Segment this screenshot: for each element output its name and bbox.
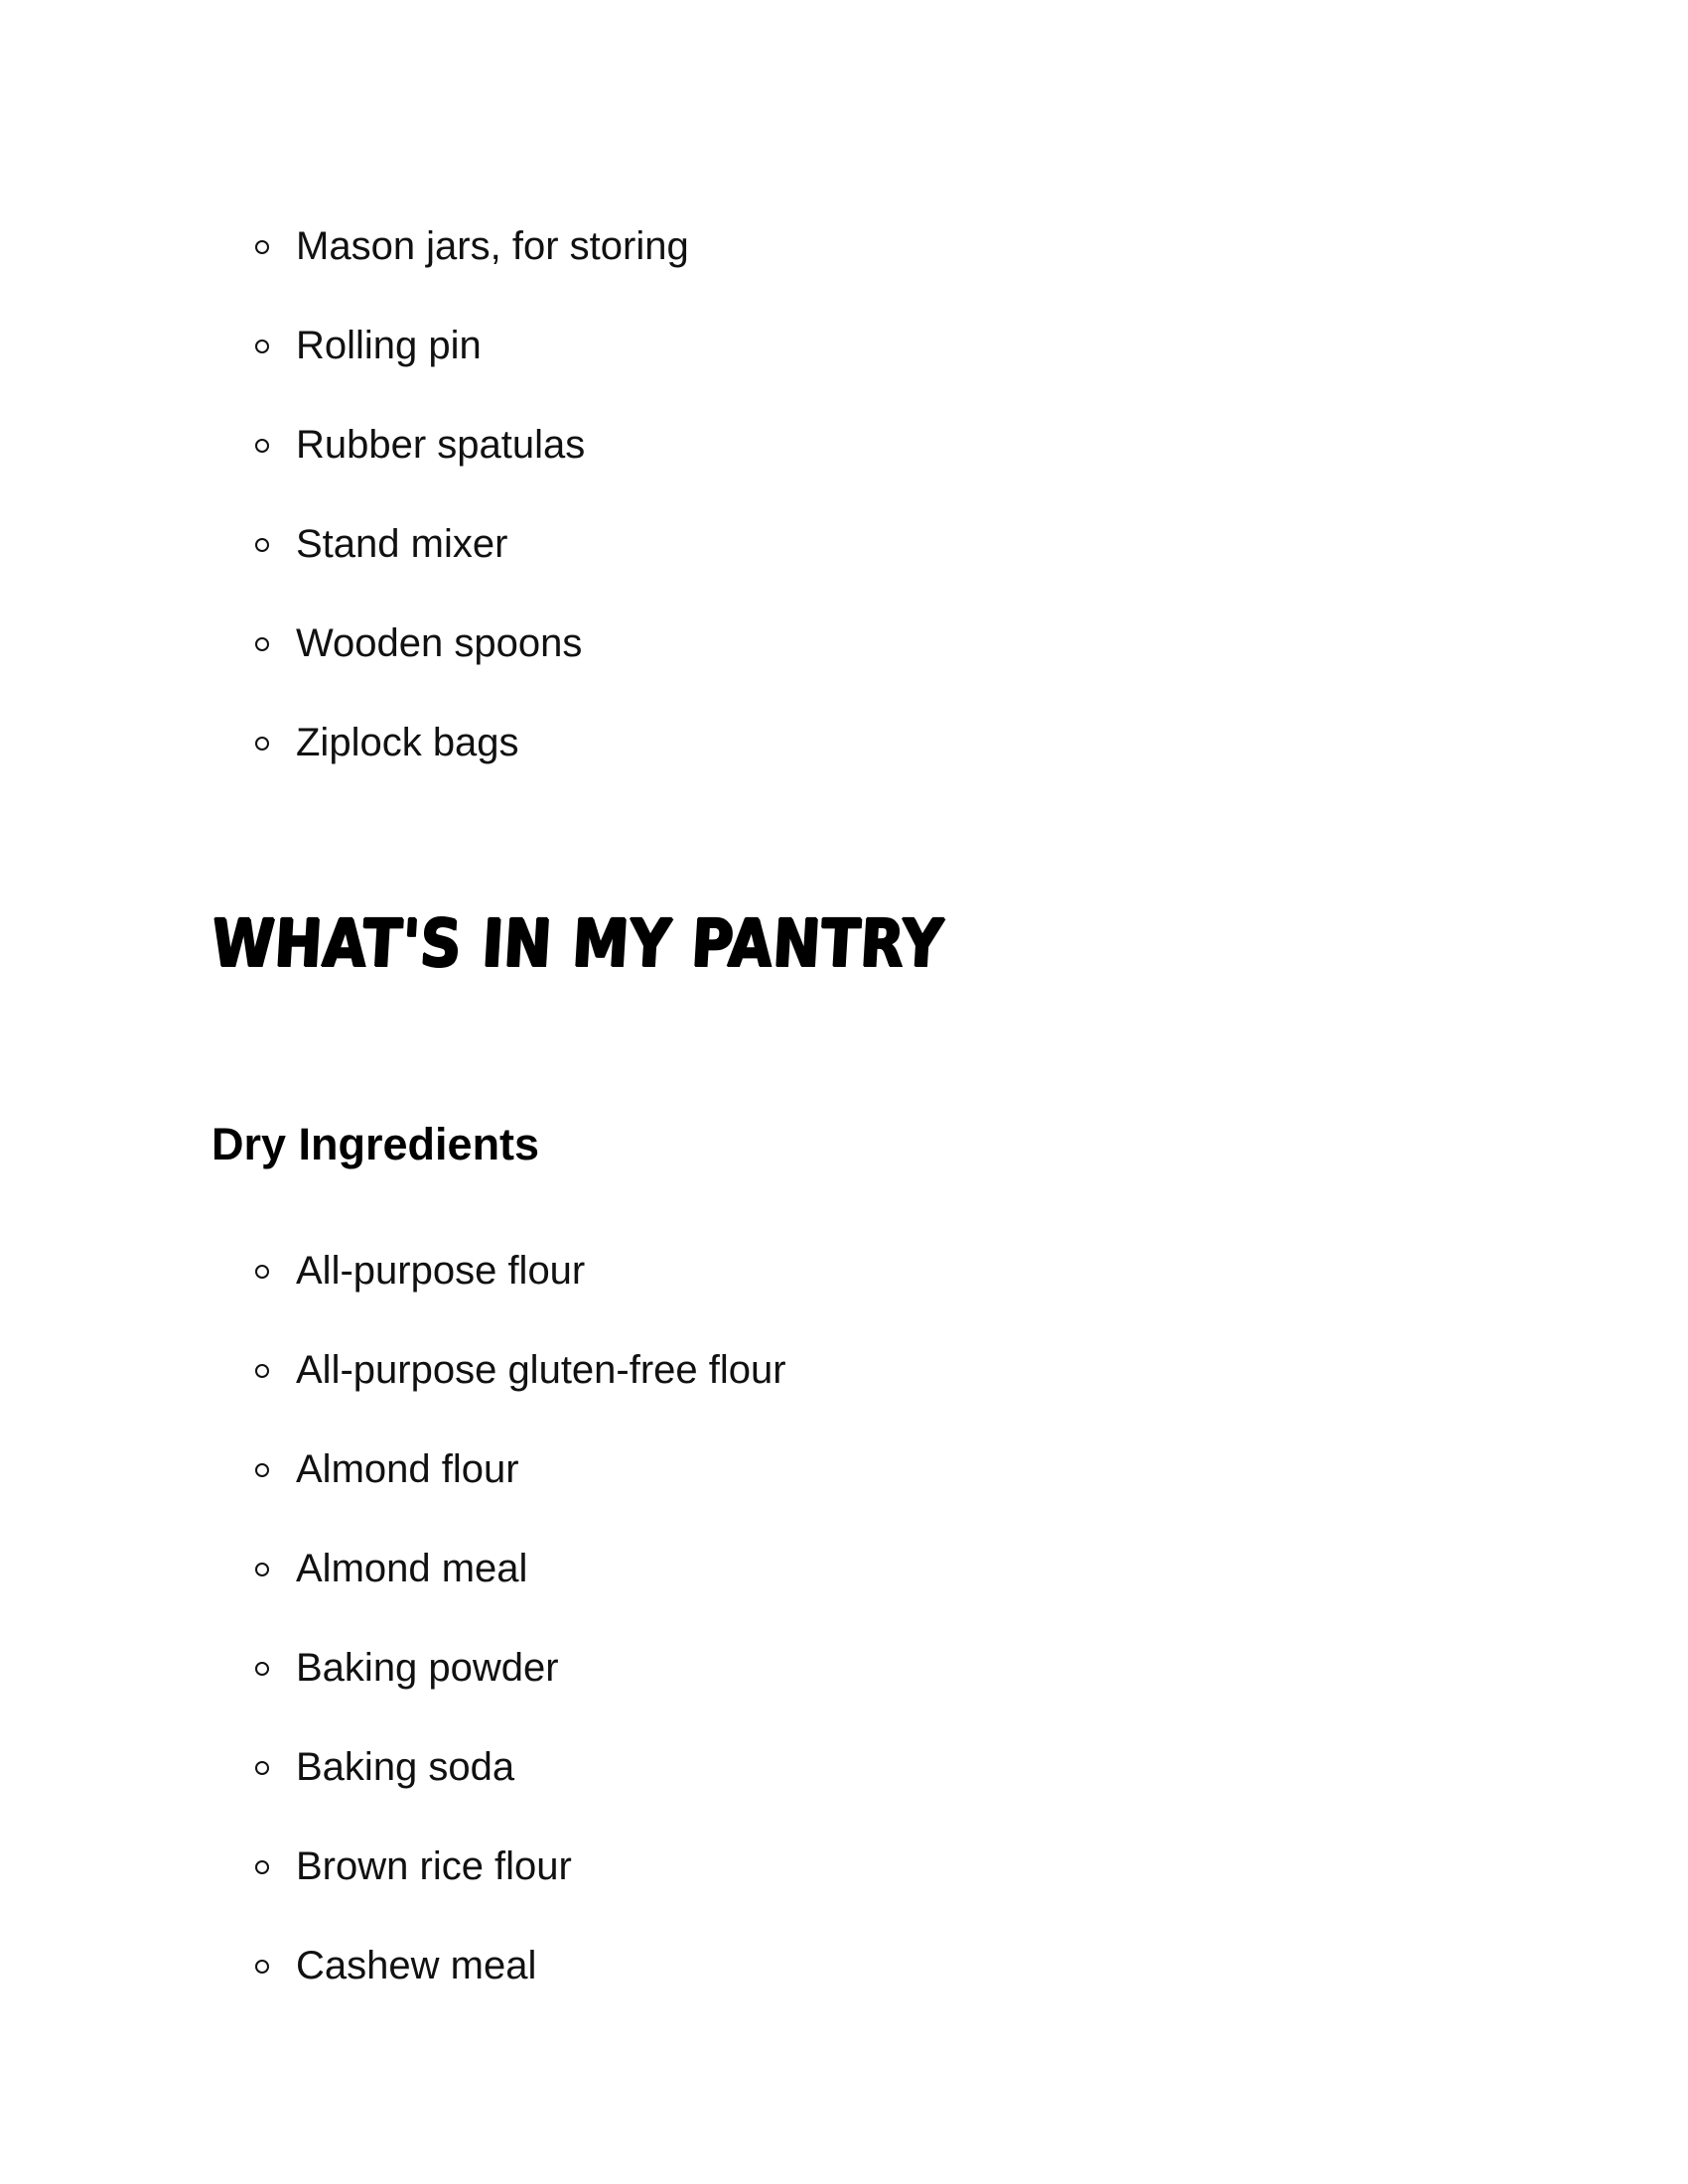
list-item [255, 1221, 786, 1320]
pantry-section-title: WHAT'S IN MY PANTRY [209, 905, 946, 982]
list-item-label: Rolling pin [296, 324, 482, 367]
hollow-circle-bullet-icon [255, 340, 269, 353]
hollow-circle-bullet-icon [255, 1364, 269, 1378]
hollow-circle-bullet-icon [255, 240, 269, 254]
hollow-circle-bullet-icon [255, 1761, 269, 1775]
equipment-list [255, 197, 689, 792]
hollow-circle-bullet-icon [255, 1960, 269, 1974]
dry-ingredients-heading: Dry Ingredients [211, 1119, 540, 1169]
hollow-circle-bullet-icon [255, 637, 269, 651]
list-item [255, 197, 689, 296]
list-item-label: Wooden spoons [296, 621, 583, 665]
hollow-circle-bullet-icon [255, 737, 269, 751]
hollow-circle-bullet-icon [255, 1563, 269, 1576]
list-item [255, 693, 689, 792]
list-item-label: Baking powder [296, 1646, 559, 1690]
list-item [255, 1420, 786, 1519]
list-item [255, 1519, 786, 1618]
list-item [255, 395, 689, 494]
list-item-label: Mason jars, for storing [296, 224, 689, 268]
hollow-circle-bullet-icon [255, 439, 269, 453]
hollow-circle-bullet-icon [255, 1265, 269, 1279]
list-item-label: All-purpose gluten-free flour [296, 1348, 786, 1392]
list-item [255, 1320, 786, 1420]
list-item-label: Baking soda [296, 1745, 515, 1789]
list-item-label: Stand mixer [296, 522, 508, 566]
list-item [255, 594, 689, 693]
list-item [255, 494, 689, 594]
list-item-label: Ziplock bags [296, 721, 519, 764]
list-item [255, 1916, 786, 2015]
list-item-label: All-purpose flour [296, 1249, 586, 1293]
list-item-label: Almond flour [296, 1447, 519, 1491]
list-item [255, 1717, 786, 1817]
hollow-circle-bullet-icon [255, 1463, 269, 1477]
hollow-circle-bullet-icon [255, 1662, 269, 1676]
list-item-label: Brown rice flour [296, 1844, 572, 1888]
list-item [255, 1618, 786, 1717]
list-item [255, 1817, 786, 1916]
list-item-label: Cashew meal [296, 1944, 537, 1987]
list-item-label: Rubber spatulas [296, 423, 586, 467]
list-item-label: Almond meal [296, 1547, 528, 1590]
hollow-circle-bullet-icon [255, 538, 269, 552]
dry-ingredients-list [255, 1221, 786, 2015]
list-item [255, 296, 689, 395]
hollow-circle-bullet-icon [255, 1860, 269, 1874]
